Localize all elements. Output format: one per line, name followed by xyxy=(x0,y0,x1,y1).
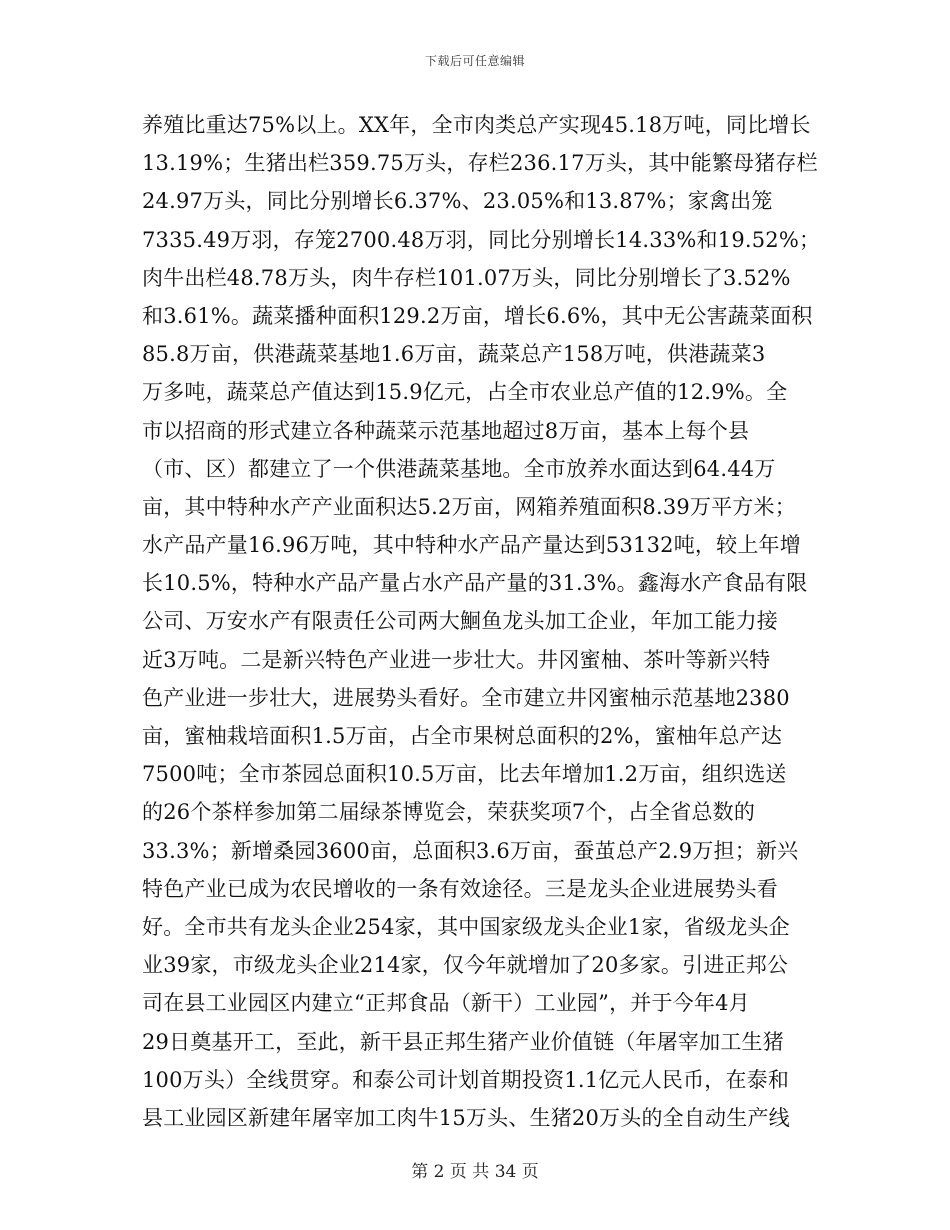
text-line: 近3万吨。二是新兴特色产业进一步壮大。井冈蜜柚、茶叶等新兴特 xyxy=(142,647,771,672)
text-line: 公司、万安水产有限责任公司两大鮰鱼龙头加工企业，年加工能力接 xyxy=(142,609,778,634)
text-line: 特色产业已成为农民增收的一条有效途径。三是龙头企业进展势头看 xyxy=(142,876,778,901)
text-line: 亩，其中特种水产产业面积达5.2万亩，网箱养殖面积8.39万平方米； xyxy=(142,494,796,519)
text-line: 7335.49万羽，存笼2700.48万羽，同比分别增长14.33%和19.52%； xyxy=(142,227,821,252)
text-line: 亩，蜜柚栽培面积1.5万亩，占全市果树总面积的2%，蜜柚年总产达 xyxy=(142,724,783,748)
text-line: 100万头）全线贯穿。和泰公司计划首期投资1.1亿元人民币，在泰和 xyxy=(142,1067,790,1092)
page-header-note: 下载后可任意编辑 xyxy=(424,54,525,68)
text-line: 33.3%；新增桑园3600亩，总面积3.6万亩，蚕茧总产2.9万担；新兴 xyxy=(142,838,799,863)
text-line: 色产业进一步壮大，进展势头看好。全市建立井冈蜜柚示范基地2380 xyxy=(142,685,790,710)
text-line: 85.8万亩，供港蔬菜基地1.6万亩，蔬菜总产158万吨，供港蔬菜3 xyxy=(142,342,766,367)
text-line: 长10.5%，特种水产品产量占水产品产量的31.3%。鑫海水产食品有限 xyxy=(142,571,808,596)
text-line: 7500吨；全市茶园总面积10.5万亩，比去年增加1.2万亩，组织选送 xyxy=(142,762,787,787)
text-line: 市以招商的形式建立各种蔬菜示范基地超过8万亩，基本上每个县 xyxy=(142,418,750,443)
text-line: 的26个茶样参加第二届绿茶博览会，荣获奖项7个，占全省总数的 xyxy=(142,800,756,825)
text-line: 好。全市共有龙头企业254家，其中国家级龙头企业1家，省级龙头企 xyxy=(142,914,790,939)
text-line: 和3.61%。蔬菜播种面积129.2万亩，增长6.6%，其中无公害蔬菜面积 xyxy=(142,303,813,328)
text-line: 水产品产量16.96万吨，其中特种水产品产量达到53132吨，较上年增 xyxy=(142,533,801,558)
text-line: 24.97万头，同比分别增长6.37%、23.05%和13.87%；家禽出笼 xyxy=(142,189,773,214)
text-line: 业39家，市级龙头企业214家，仅今年就增加了20多家。引进正邦公 xyxy=(142,953,789,978)
text-line: 肉牛出栏48.78万头，肉牛存栏101.07万头，同比分别增长了3.52% xyxy=(142,265,791,290)
text-line: 13.19%；生猪出栏359.75万头，存栏236.17万头，其中能繁母猪存栏 xyxy=(142,151,818,176)
text-line: 29日奠基开工，至此，新干县正邦生猪产业价值链（年屠宰加工生猪 xyxy=(142,1029,784,1054)
text-line: （市、区）都建立了一个供港蔬菜基地。全市放养水面达到64.44万 xyxy=(142,456,776,481)
text-line: 县工业园区新建年屠宰加工肉牛15万头、生猪20万头的全自动生产线 xyxy=(142,1105,790,1130)
text-line: 养殖比重达75%以上。XX年，全市肉类总产实现45.18万吨，同比增长 xyxy=(142,113,811,137)
page-number-footer: 第 2 页 共 34 页 xyxy=(411,1162,539,1182)
text-line: 万多吨，蔬菜总产值达到15.9亿元，占全市农业总产值的12.9%。全 xyxy=(142,380,788,405)
document-body xyxy=(142,106,821,1137)
text-line: 司在县工业园区内建立“正邦食品（新干）工业园”，并于今年4月 xyxy=(142,991,750,1016)
